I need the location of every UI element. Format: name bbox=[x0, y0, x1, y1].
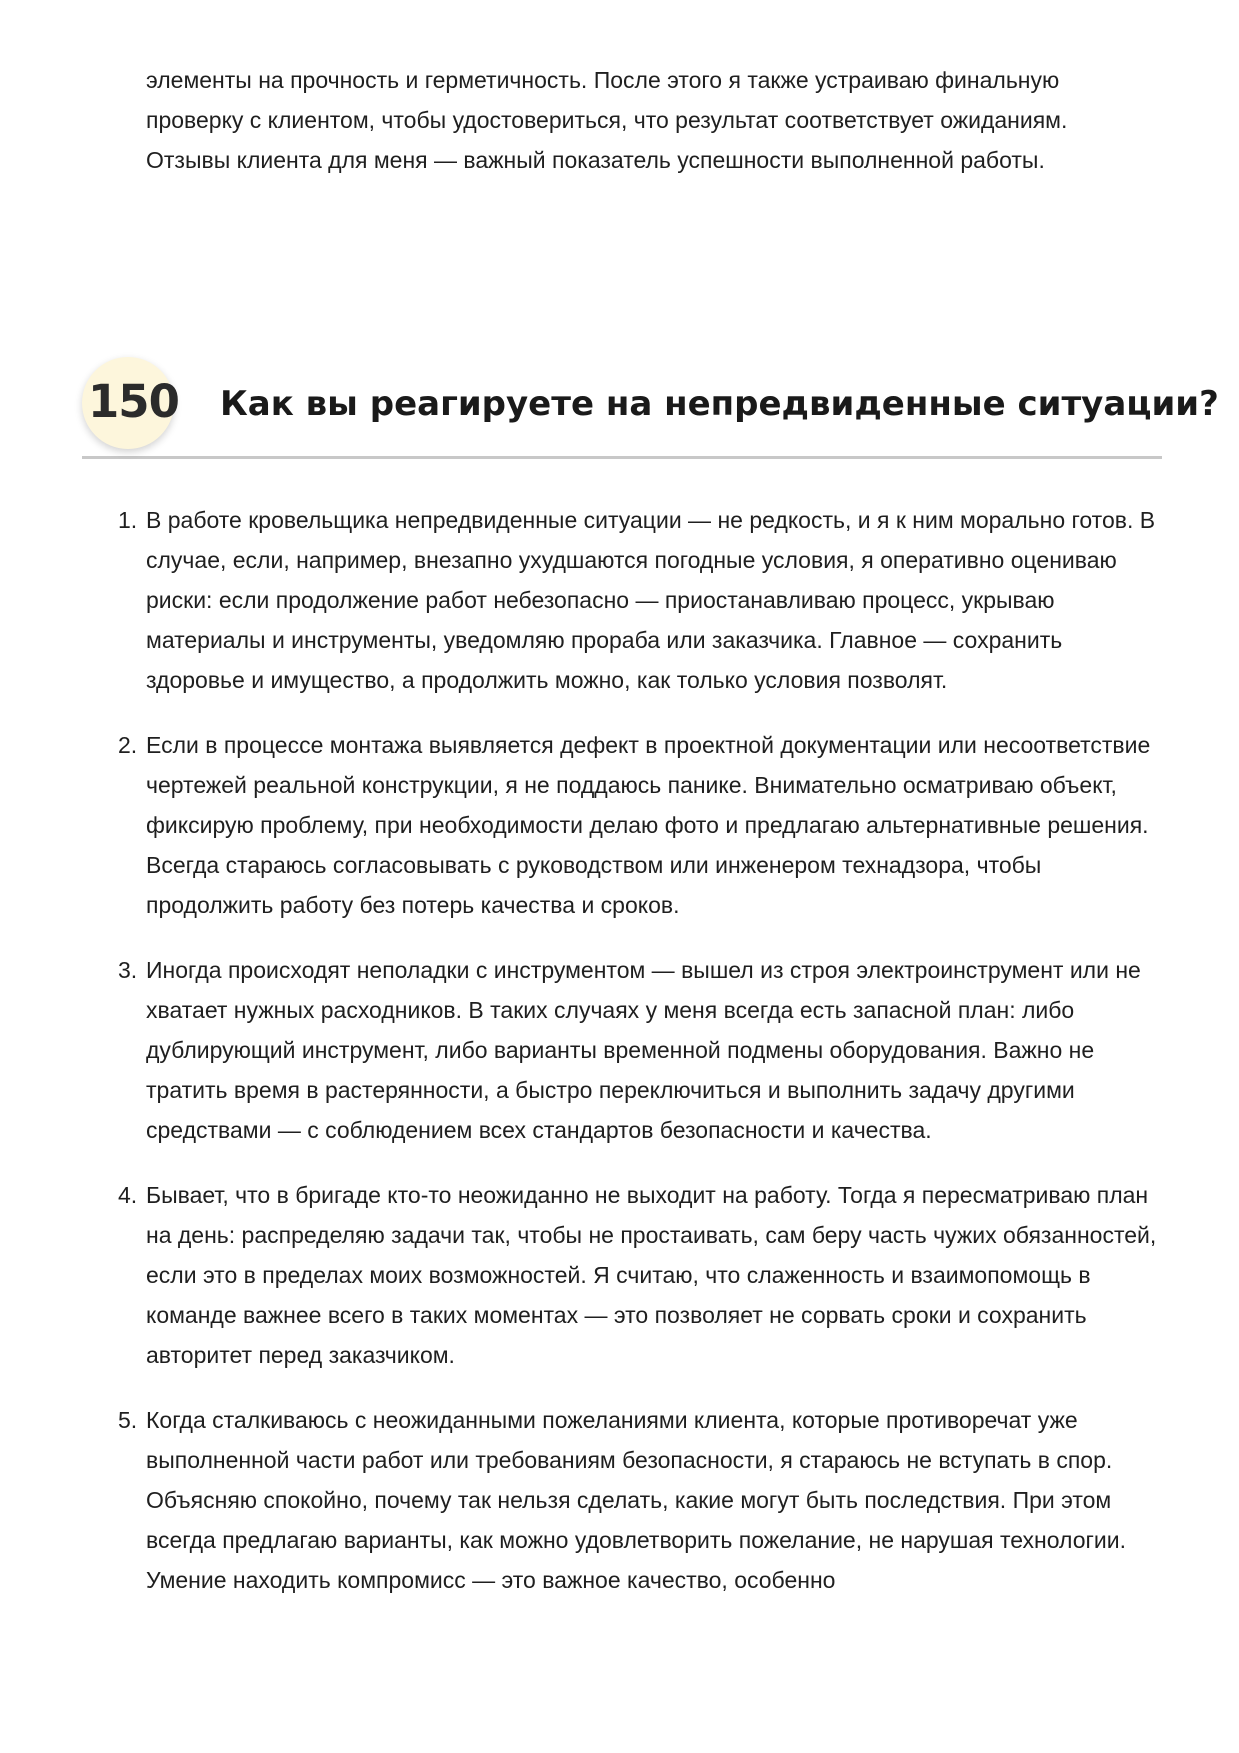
answer-list bbox=[118, 500, 1161, 1625]
answer-text: Если в процессе монтажа выявляется дефект в проектной документации или несоответствие чертежей реальной конструкции, я не поддаюсь панике. Внимательно осматриваю объект, фиксирую проблему, при необходимости делаю фото и предлагаю альтернативные решения. Всегда стараюсь согласовывать с руководством или инженером технадзора, чтобы продолжить работу без потерь качества и сроков. bbox=[146, 732, 1151, 918]
question-number-badge bbox=[82, 357, 179, 449]
answer-number: 2. bbox=[118, 732, 138, 758]
answer-item bbox=[118, 725, 1161, 925]
answer-text: Когда сталкиваюсь с неожиданными пожеланиями клиента, которые противоречат уже выполненной части работ или требованиям безопасности, я стараюсь не вступать в спор. Объясняю спокойно, почему так нельзя сделать, какие могут быть последствия. При этом всегда предлагаю варианты, как можно удовлетворить пожелание, не нарушая технологии. Умение находить компромисс — это важное качество, особенно bbox=[146, 1407, 1126, 1593]
answer-item bbox=[118, 950, 1161, 1150]
answer-item bbox=[118, 1400, 1161, 1600]
answer-text: Иногда происходят неполадки с инструментом — вышел из строя электроинструмент или не хватает нужных расходников. В таких случаях у меня всегда есть запасной план: либо дублирующий инструмент, либо варианты временной подмены оборудования. Важно не тратить время в растерянности, а быстро переключиться и выполнить задачу другими средствами — с соблюдением всех стандартов безопасности и качества. bbox=[146, 957, 1141, 1143]
question-title: Как вы реагируете на непредвиденные ситуации? bbox=[220, 384, 1219, 424]
answer-number: 1. bbox=[118, 507, 138, 533]
answer-text: В работе кровельщика непредвиденные ситуации — не редкость, и я к ним морально готов. В случае, если, например, внезапно ухудшаются погодные условия, я оперативно оцениваю риски: если продолжение работ небезопасно — приостанавливаю процесс, укрываю материалы и инструменты, уведомляю прораба или заказчика. Главное — сохранить здоровье и имущество, а продолжить можно, как только условия позволят. bbox=[146, 507, 1156, 693]
answer-item bbox=[118, 1175, 1161, 1375]
intro-paragraph: элементы на прочность и герметичность. После этого я также устраиваю финальную проверку с клиентом, чтобы удостовериться, что результат соответствует ожиданиям. Отзывы клиента для меня — важный показатель успешности выполненной работы. bbox=[146, 67, 1068, 173]
answer-text: Бывает, что в бригаде кто-то неожиданно не выходит на работу. Тогда я пересматриваю план на день: распределяю задачи так, чтобы не простаивать, сам беру часть чужих обязанностей, если это в пределах моих возможностей. Я считаю, что слаженность и взаимопомощь в команде важнее всего в таких моментах — это позволяет не сорвать сроки и сохранить авторитет перед заказчиком. bbox=[146, 1182, 1157, 1368]
answer-number: 3. bbox=[118, 957, 138, 983]
question-header bbox=[82, 357, 1219, 459]
answer-number: 4. bbox=[118, 1182, 138, 1208]
answer-number: 5. bbox=[118, 1407, 138, 1433]
question-number: 150 bbox=[88, 375, 179, 428]
answer-item bbox=[118, 500, 1161, 700]
